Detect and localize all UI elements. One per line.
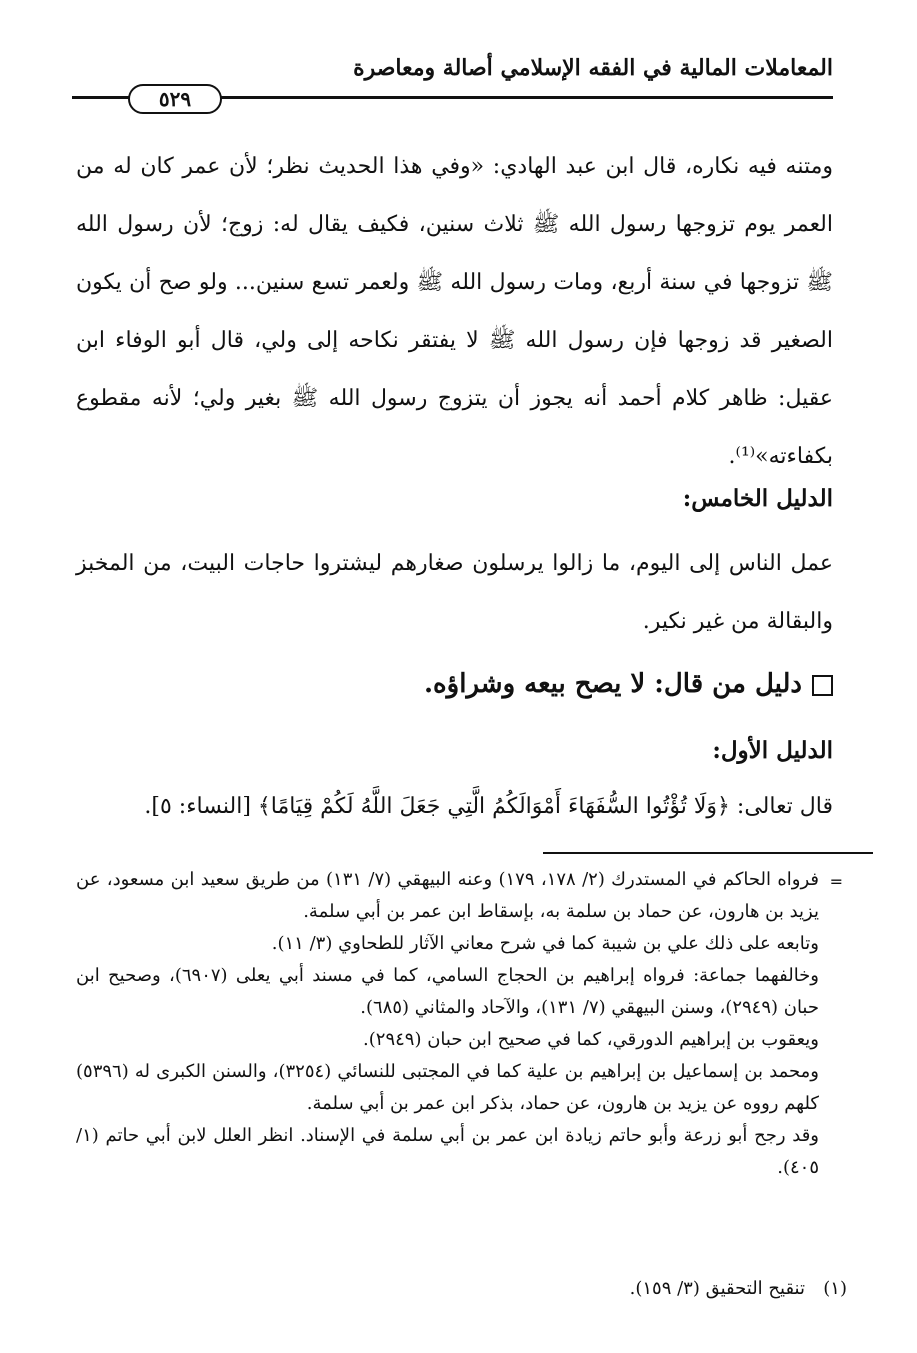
paragraph-quran-verse: قال تعالى: ﴿وَلَا تُؤْتُوا السُّفَهَاءَ أَمْوَالَكُمُ الَّتِي جَعَلَ اللَّهُ لَكُمْ قِيَامًا﴾ [النساء: ٥]. [144,794,833,819]
page-number: ٥٢٩ [128,84,222,114]
paragraph-custom-practice: عمل الناس إلى اليوم، ما زالوا يرسلون صغارهم ليشتروا حاجات البيت، من المخبز والبقالة من غير نكير. [76,551,833,634]
section-title [76,662,833,706]
heading-fifth-evidence: الدليل الخامس: [682,485,833,512]
footnote-line: وتابعه على ذلك علي بن شيبة كما في شرح معاني الآثار للطحاوي (٣/ ١١). [271,933,819,954]
section-title-text: دليل من قال: لا يصح بيعه وشراؤه. [423,669,802,699]
square-bullet-icon [812,675,833,696]
footnotes-block [76,864,819,1184]
footnote-line: وقد رجح أبو زرعة وأبو حاتم زيادة ابن عمر بن أبي سلمة في الإسناد. انظر العلل لابن أبي حاتم (١/ ٤٠٥). [76,1125,819,1178]
footnote-number: (١) [823,1278,847,1299]
paragraph-hadith-critique: ومتنه فيه نكاره، قال ابن عبد الهادي: «وفي هذا الحديث نظر؛ لأن عمر كان له من العمر يوم تزوجها رسول الله ﷺ ثلاث سنين، فكيف يقال له: زوج؛ لأن رسول الله ﷺ تزوجها في سنة أربع، ومات رسول الله ﷺ ولعمر تسع سنين... ولو صح أن يكون الصغير قد زوجها فإن رسول الله ﷺ لا يفتقر نكاحه إلى ولي، قال أبو الوفاء ابن عقيل: ظاهر كلام أحمد أنه يجوز أن يتزوج رسول الله ﷺ بغير ولي؛ لأنه مقطوع بكفاءته»⁽¹⁾. [76,154,833,469]
footnote-line: ومحمد بن إسماعيل بن إبراهيم بن علية كما في المجتبى للنسائي (٣٢٥٤)، والسنن الكبرى له (٥٣٩٦) كلهم رووه عن يزيد بن هارون، عن حماد، بذكر ابن عمر بن أبي سلمة. [76,1061,820,1114]
footnote-divider [543,852,873,854]
footnote-1-text: تنقيح التحقيق (٣/ ١٥٩). [629,1278,805,1299]
heading-first-evidence: الدليل الأول: [712,737,833,764]
footnote-line: فرواه الحاكم في المستدرك (٢/ ١٧٨، ١٧٩) وعنه البيهقي (٧/ ١٣١) من طريق سعيد ابن مسعود، عن يزيد بن هارون، عن حماد بن سلمة به، بإسقاط ابن عمر بن أبي سلمة. [76,869,819,922]
footnote-line: وخالفهما جماعة: فرواه إبراهيم بن الحجاج السامي، كما في مسند أبي يعلى (٦٩٠٧)، وصحيح ابن حبان (٢٩٤٩)، وسنن البيهقي (٧/ ١٣١)، والآحاد والمثاني (٦٨٥). [76,965,819,1018]
running-header-title: المعاملات المالية في الفقه الإسلامي أصالة ومعاصرة [353,55,833,81]
footnote-continuation-marker: = [829,872,843,891]
footnote-line: ويعقوب بن إبراهيم الدورقي، كما في صحيح ابن حبان (٢٩٤٩). [363,1029,819,1050]
